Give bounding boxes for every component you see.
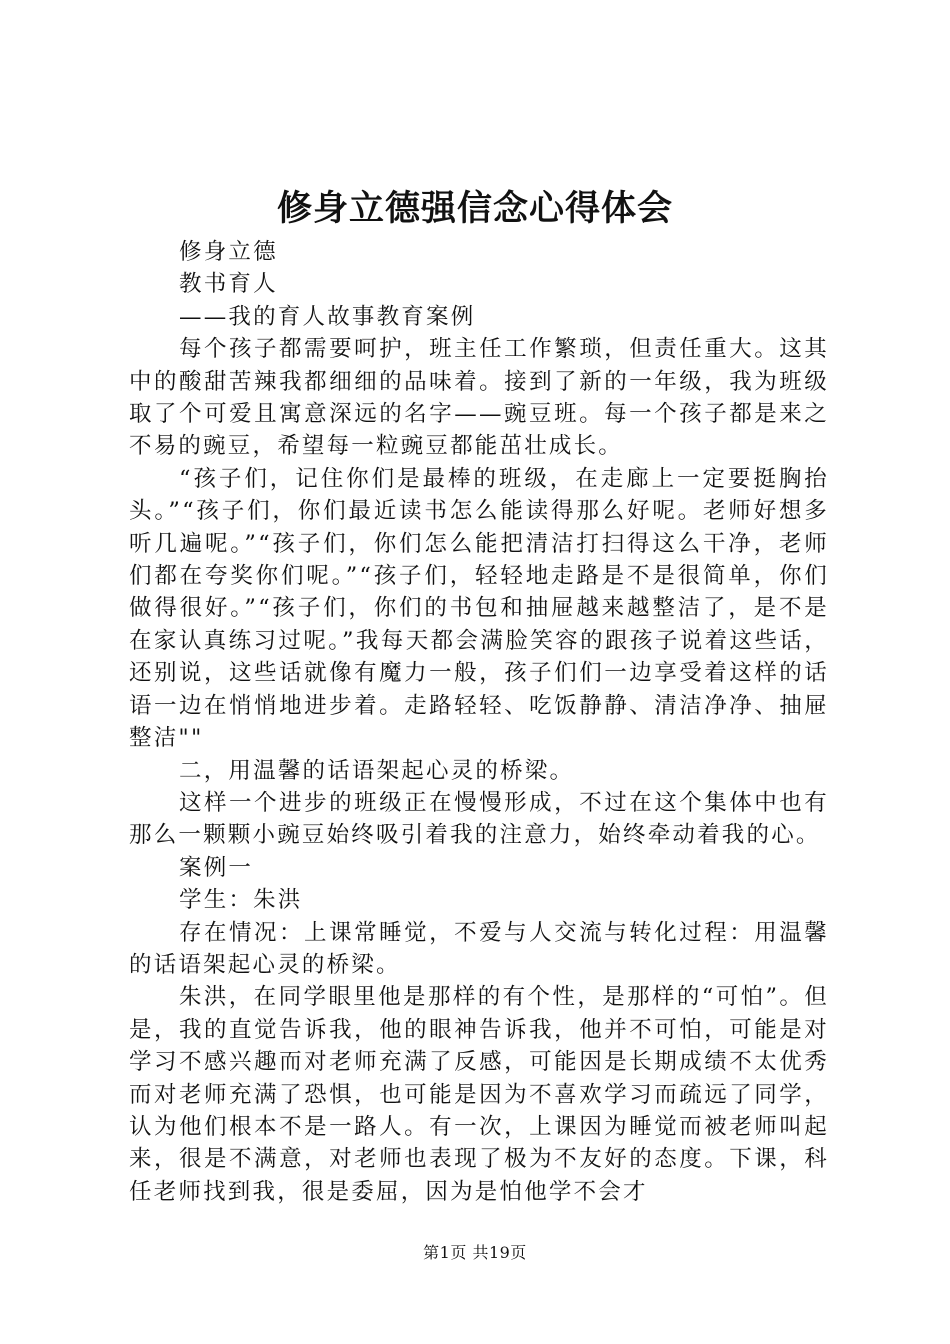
paragraph: 修身立德	[179, 239, 278, 265]
paragraph: 教书育人	[179, 271, 278, 298]
paragraph: 这样一个进步的班级正在慢慢形成，不过在这个集体中也有那么一颗颗小豌豆始终吸引着我的注意力，始终牵动着我的心。	[129, 789, 829, 849]
paragraph: ——我的育人故事教育案例	[179, 303, 476, 330]
paragraph: 朱洪，在同学眼里他是那样的有个性，是那样的“可怕”。但是，我的直觉告诉我，他的眼神告诉我，他并不可怕，可能是对学习不感兴趣而对老师充满了反感，可能因是长期成绩不太优秀而对老师充满了恐惧，也可能是因为不喜欢学习而疏远了同学，认为他们根本不是一路人。有一次，上课因为睡觉而被老师叫起来，很是不满意，对老师也表现了极为不友好的态度。下课，科任老师找到我，很是委屈，因为是怕他学不会才	[129, 984, 829, 1205]
student-label: 学生：朱洪	[179, 887, 303, 914]
page-footer: 第1页 共19页	[423, 1243, 527, 1262]
document-body	[129, 236, 829, 1208]
paragraph: “孩子们，记住你们是最棒的班级，在走廊上一定要挺胸抬头。”“孩子们，你们最近读书怎么能读得那么好呢。老师好想多听几遍呢。”“孩子们，你们怎么能把清洁打扫得这么干净，老师们都在夸奖你们呢。”“孩子们，轻轻地走路是不是很简单，你们做得很好。”“孩子们，你们的书包和抽屉越来越整洁了，是不是在家认真练习过呢。”我每天都会满脸笑容的跟孩子说着这些话，还别说，这些话就像有魔力一般，孩子们们一边享受着这样的话语一边在悄悄地进步着。走路轻轻、吃饭静静、清洁净净、抽屉整洁""	[129, 465, 829, 752]
case-label: 案例一	[179, 854, 254, 881]
section-heading: 二，用温馨的话语架起心灵的桥梁。	[179, 757, 575, 784]
document-title: 修身立德强信念心得体会	[276, 188, 673, 229]
paragraph: 存在情况：上课常睡觉，不爱与人交流与转化过程：用温馨的话语架起心灵的桥梁。	[129, 919, 829, 978]
paragraph: 每个孩子都需要呵护，班主任工作繁琐，但责任重大。这其中的酸甜苦辣我都细细的品味着。接到了新的一年级，我为班级取了个可爱且寓意深远的名字——豌豆班。每一个孩子都是来之不易的豌豆，希望每一粒豌豆都能茁壮成长。	[129, 336, 829, 460]
